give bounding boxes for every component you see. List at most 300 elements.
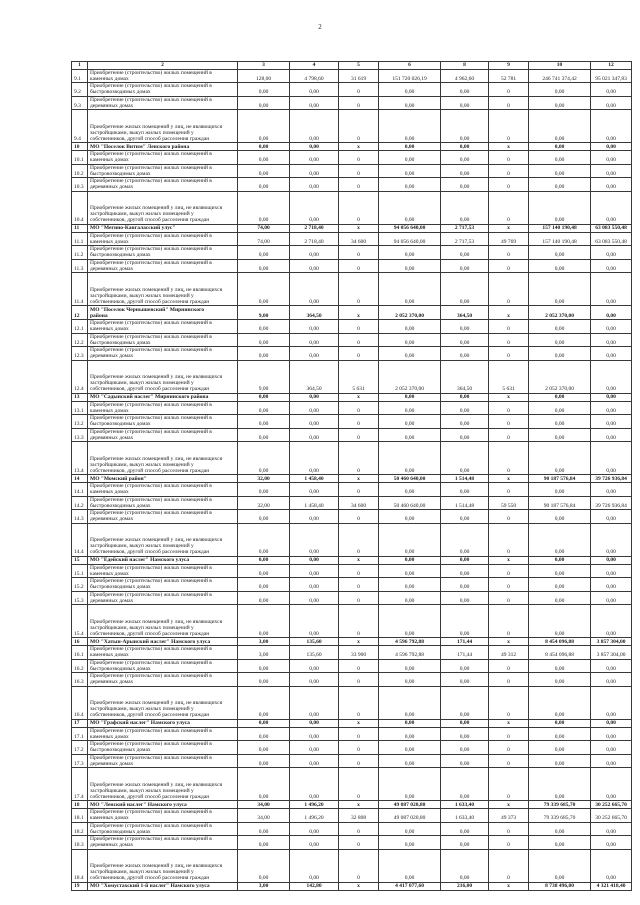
- description-cell: [88, 836, 238, 850]
- row-number-cell: 10.1: [72, 151, 88, 165]
- value-cell: 0,00: [290, 719, 339, 727]
- description-cell: [88, 143, 238, 151]
- value-cell: 0,00: [591, 428, 632, 442]
- value-cell: 0,00: [441, 143, 489, 151]
- value-cell: 0,00: [441, 442, 489, 475]
- value-cell: 0,00: [238, 659, 290, 673]
- value-cell: 0,00: [290, 178, 339, 192]
- row-number-cell: 18.1: [72, 809, 88, 823]
- value-cell: 0,00: [591, 246, 632, 260]
- value-cell: 0,00: [441, 754, 489, 768]
- value-cell: 0,00: [529, 110, 591, 143]
- table-row: [72, 151, 632, 165]
- table-row: [72, 605, 632, 638]
- description-line: деревянных домах: [90, 184, 134, 190]
- row-number-cell: 9.3: [72, 96, 88, 110]
- value-cell: 0,00: [441, 96, 489, 110]
- row-number-cell: 17.1: [72, 727, 88, 741]
- row-number-cell: 14.2: [72, 496, 88, 510]
- value-cell: 0,00: [238, 401, 290, 415]
- value-cell: 0: [339, 415, 379, 429]
- description-line: каменных домах: [90, 815, 129, 821]
- value-cell: 0,00: [529, 246, 591, 260]
- value-cell: 5 631: [489, 360, 529, 393]
- value-cell: 0,00: [379, 96, 441, 110]
- value-cell: 0,00: [238, 673, 290, 687]
- description-cell: [88, 822, 238, 836]
- value-cell: 0,00: [379, 483, 441, 497]
- value-cell: 0,00: [529, 836, 591, 850]
- value-cell: 2 052 370,00: [379, 360, 441, 393]
- table-row: [72, 360, 632, 393]
- value-cell: 0,00: [290, 754, 339, 768]
- value-cell: 0: [339, 510, 379, 524]
- value-cell: 0,00: [379, 659, 441, 673]
- table-row: [72, 822, 632, 836]
- value-cell: 0,00: [529, 556, 591, 564]
- value-cell: 0,00: [591, 259, 632, 273]
- value-cell: 0: [339, 442, 379, 475]
- value-cell: 0,00: [238, 836, 290, 850]
- value-cell: 32 808: [339, 809, 379, 823]
- value-cell: 0,00: [238, 564, 290, 578]
- description-line: деревянных домах: [90, 434, 134, 441]
- value-cell: x: [339, 882, 379, 890]
- row-number-cell: 14.3: [72, 510, 88, 524]
- row-number-cell: 16.1: [72, 646, 88, 660]
- description-line: Приобретение (строительство) жилых помещений в: [90, 96, 212, 103]
- value-cell: 0: [339, 333, 379, 347]
- value-cell: 0,00: [591, 741, 632, 755]
- value-cell: 30 252 665,70: [591, 801, 632, 809]
- value-cell: 0,00: [441, 556, 489, 564]
- description-line: Приобретение жилых помещений у лиц, не являющихся: [90, 123, 223, 130]
- description-line: деревянных домах: [90, 842, 134, 848]
- row-number-cell: 11.3: [72, 259, 88, 273]
- table-row: [72, 393, 632, 401]
- table-body: [72, 69, 632, 890]
- row-number-cell: 11: [72, 224, 88, 232]
- table-row: [72, 347, 632, 361]
- value-cell: 0,00: [379, 191, 441, 224]
- value-cell: 0,00: [441, 151, 489, 165]
- row-number-cell: 17.3: [72, 754, 88, 768]
- description-line: собственников, другой способ расселения граждан: [90, 217, 210, 223]
- description-cell: [88, 727, 238, 741]
- description-line: быстровозводимых домах: [90, 339, 151, 346]
- value-cell: 0,00: [441, 849, 489, 882]
- value-cell: 0: [489, 564, 529, 578]
- description-line: Приобретение (строительство) жилых помещений в: [90, 164, 212, 171]
- value-cell: 0,00: [441, 164, 489, 178]
- value-cell: 0: [339, 849, 379, 882]
- value-cell: 0,00: [290, 246, 339, 260]
- description-line: Приобретение (строительство) жилых помещений в: [90, 320, 212, 326]
- value-cell: 0,00: [379, 393, 441, 401]
- row-number-cell: 14.1: [72, 483, 88, 497]
- description-cell: [88, 605, 238, 638]
- value-cell: 0,00: [441, 578, 489, 592]
- value-cell: 0,00: [591, 151, 632, 165]
- value-cell: 0: [489, 754, 529, 768]
- description-line: деревянных домах: [90, 102, 134, 109]
- value-cell: 0,00: [379, 83, 441, 97]
- table-row: [72, 638, 632, 646]
- description-line: быстровозводимых домах: [90, 170, 151, 177]
- value-cell: 0,00: [441, 719, 489, 727]
- value-cell: 0,00: [441, 83, 489, 97]
- value-cell: 0,00: [290, 673, 339, 687]
- value-cell: x: [489, 556, 529, 564]
- value-cell: 0,00: [441, 836, 489, 850]
- value-cell: 0,00: [529, 768, 591, 801]
- value-cell: 0,00: [441, 246, 489, 260]
- description-cell: [88, 259, 238, 273]
- table-row: [72, 836, 632, 850]
- value-cell: 216,00: [441, 882, 489, 890]
- table-row: [72, 496, 632, 510]
- description-line: Приобретение (строительство) жилых помещений в: [90, 809, 212, 815]
- value-cell: 0,00: [441, 727, 489, 741]
- description-cell: [88, 96, 238, 110]
- description-cell: [88, 360, 238, 393]
- value-cell: 0,00: [529, 320, 591, 334]
- description-line: Приобретение жилых помещений у лиц, не являющихся: [90, 863, 223, 869]
- value-cell: x: [489, 475, 529, 483]
- value-cell: 0: [339, 564, 379, 578]
- value-cell: 0: [489, 686, 529, 719]
- value-cell: x: [489, 224, 529, 232]
- value-cell: 0,00: [441, 659, 489, 673]
- description-cell: [88, 347, 238, 361]
- table-row: [72, 96, 632, 110]
- description-line: Приобретение (строительство) жилых помещений в: [90, 510, 212, 516]
- value-cell: 0: [489, 320, 529, 334]
- value-cell: 0,00: [290, 836, 339, 850]
- description-cell: [88, 442, 238, 475]
- value-cell: 0,00: [290, 564, 339, 578]
- description-line: Приобретение (строительство) жилых помещений в: [90, 347, 212, 353]
- description-line: Приобретение (строительство) жилых помещений в: [90, 333, 212, 340]
- description-cell: [88, 754, 238, 768]
- table-row: [72, 401, 632, 415]
- description-line: Приобретение жилых помещений у лиц, не являющихся: [90, 374, 223, 380]
- value-cell: 0,00: [441, 415, 489, 429]
- description-line: МО "Момский район": [90, 475, 147, 482]
- description-cell: [88, 110, 238, 143]
- table-row: [72, 801, 632, 809]
- row-number-cell: 13: [72, 393, 88, 401]
- value-cell: 0: [339, 83, 379, 97]
- value-cell: 0,00: [290, 110, 339, 143]
- value-cell: 0,00: [238, 510, 290, 524]
- value-cell: 0,00: [441, 564, 489, 578]
- description-line: Приобретение (строительство) жилых помещений в: [90, 69, 212, 76]
- value-cell: 0,00: [379, 178, 441, 192]
- value-cell: 0,00: [529, 849, 591, 882]
- table-row: [72, 768, 632, 801]
- value-cell: 0,00: [379, 719, 441, 727]
- description-cell: [88, 191, 238, 224]
- description-line: каменных домах: [90, 75, 129, 82]
- value-cell: 0: [489, 768, 529, 801]
- value-cell: 0: [489, 333, 529, 347]
- value-cell: 0: [339, 347, 379, 361]
- table-row: [72, 591, 632, 605]
- value-cell: 0,00: [529, 151, 591, 165]
- description-cell: [88, 415, 238, 429]
- value-cell: 0,00: [529, 401, 591, 415]
- value-cell: 5 631: [339, 360, 379, 393]
- description-line: собственников, другой способ расселения граждан: [90, 630, 210, 637]
- row-number-cell: 15.1: [72, 564, 88, 578]
- value-cell: 0,00: [591, 483, 632, 497]
- description-line: застройщиками, выкуп жилых помещений у: [90, 787, 194, 794]
- value-cell: 0,00: [290, 428, 339, 442]
- value-cell: 0: [339, 178, 379, 192]
- value-cell: 0,00: [238, 246, 290, 260]
- value-cell: 0,00: [290, 686, 339, 719]
- value-cell: 0,00: [238, 605, 290, 638]
- description-line: Приобретение жилых помещений у лиц, не являющихся: [90, 700, 223, 706]
- value-cell: 0,00: [441, 393, 489, 401]
- row-number-cell: 13.4: [72, 442, 88, 475]
- value-cell: 0,00: [529, 415, 591, 429]
- value-cell: 0,00: [441, 605, 489, 638]
- value-cell: 32,00: [238, 475, 290, 483]
- value-cell: 0: [489, 151, 529, 165]
- value-cell: 0: [489, 605, 529, 638]
- value-cell: 171,44: [441, 638, 489, 646]
- description-cell: [88, 333, 238, 347]
- value-cell: 0,00: [379, 556, 441, 564]
- value-cell: 0: [339, 591, 379, 605]
- description-cell: [88, 659, 238, 673]
- row-number-cell: 10.3: [72, 178, 88, 192]
- value-cell: 0,00: [529, 96, 591, 110]
- description-cell: [88, 673, 238, 687]
- description-cell: [88, 178, 238, 192]
- value-cell: 0,00: [591, 393, 632, 401]
- value-cell: 364,50: [441, 360, 489, 393]
- description-cell: [88, 69, 238, 83]
- description-line: собственников, другой способ расселения граждан: [90, 467, 210, 474]
- description-line: быстровозводимых домах: [90, 747, 151, 753]
- description-cell: [88, 591, 238, 605]
- value-cell: 0,00: [379, 428, 441, 442]
- description-line: Приобретение жилых помещений у лиц, не являющихся: [90, 537, 223, 543]
- table-row: [72, 415, 632, 429]
- value-cell: 0,00: [379, 320, 441, 334]
- value-cell: 0,00: [441, 673, 489, 687]
- value-cell: 0,00: [529, 178, 591, 192]
- row-number-cell: 13.2: [72, 415, 88, 429]
- value-cell: 0,00: [591, 849, 632, 882]
- description-line: Приобретение (строительство) жилых помещений в: [90, 232, 212, 239]
- description-line: каменных домах: [90, 326, 129, 332]
- column-header: 1: [72, 62, 88, 70]
- value-cell: 0,00: [379, 110, 441, 143]
- value-cell: 0: [489, 428, 529, 442]
- description-line: Приобретение жилых помещений у лиц, не являющихся: [90, 286, 223, 293]
- value-cell: 157 140 190,48: [529, 224, 591, 232]
- value-cell: 0,00: [529, 347, 591, 361]
- description-line: быстровозводимых домах: [90, 828, 151, 835]
- description-cell: [88, 686, 238, 719]
- value-cell: 0,00: [238, 428, 290, 442]
- value-cell: 0,00: [441, 333, 489, 347]
- description-line: застройщиками, выкуп жилых помещений у: [90, 624, 194, 631]
- row-number-cell: 11.2: [72, 246, 88, 260]
- value-cell: 0,00: [529, 754, 591, 768]
- value-cell: 0,00: [379, 754, 441, 768]
- description-cell: [88, 638, 238, 646]
- value-cell: 0,00: [290, 849, 339, 882]
- value-cell: 0,00: [591, 360, 632, 393]
- value-cell: 1 633,40: [441, 801, 489, 809]
- description-cell: [88, 523, 238, 556]
- row-number-cell: 14.4: [72, 523, 88, 556]
- value-cell: 0,00: [591, 523, 632, 556]
- value-cell: 79 339 685,70: [529, 809, 591, 823]
- column-header: 8: [441, 62, 489, 70]
- table-row: [72, 69, 632, 83]
- row-number-cell: 18.2: [72, 822, 88, 836]
- value-cell: 0: [339, 659, 379, 673]
- value-cell: 0: [489, 110, 529, 143]
- value-cell: 0,00: [290, 333, 339, 347]
- value-cell: 0: [339, 110, 379, 143]
- value-cell: 0,00: [591, 273, 632, 306]
- value-cell: 0: [339, 578, 379, 592]
- description-cell: [88, 246, 238, 260]
- description-line: застройщиками, выкуп жилых помещений у: [90, 380, 194, 386]
- column-header: 10: [529, 62, 591, 70]
- value-cell: 0,00: [290, 659, 339, 673]
- row-number-cell: 18.3: [72, 836, 88, 850]
- value-cell: 0,00: [591, 83, 632, 97]
- value-cell: 0,00: [238, 393, 290, 401]
- value-cell: 0,00: [529, 564, 591, 578]
- value-cell: 0,00: [379, 591, 441, 605]
- value-cell: 0: [489, 822, 529, 836]
- description-line: Приобретение (строительство) жилых помещений в: [90, 754, 212, 761]
- table-row: [72, 110, 632, 143]
- value-cell: 0,00: [290, 151, 339, 165]
- value-cell: 0,00: [290, 83, 339, 97]
- description-cell: [88, 232, 238, 246]
- value-cell: 0: [339, 96, 379, 110]
- description-cell: [88, 401, 238, 415]
- row-number-cell: 12.1: [72, 320, 88, 334]
- value-cell: 0: [339, 151, 379, 165]
- value-cell: 3,00: [238, 638, 290, 646]
- value-cell: 0,00: [238, 415, 290, 429]
- description-line: Приобретение (строительство) жилых помещений в: [90, 415, 212, 421]
- value-cell: 0,00: [591, 178, 632, 192]
- row-number-cell: 12: [72, 306, 88, 320]
- value-cell: 0,00: [529, 578, 591, 592]
- value-cell: 0,00: [238, 849, 290, 882]
- value-cell: 0,00: [238, 727, 290, 741]
- description-line: застройщиками, выкуп жилых помещений у: [90, 292, 194, 299]
- value-cell: 246 741 374,42: [529, 69, 591, 83]
- row-number-cell: 9.4: [72, 110, 88, 143]
- value-cell: 0,00: [529, 523, 591, 556]
- value-cell: 0,00: [379, 836, 441, 850]
- description-line: собственников, другой способ расселения граждан: [90, 298, 210, 305]
- value-cell: 8 454 096,88: [529, 646, 591, 660]
- value-cell: 0,00: [441, 483, 489, 497]
- value-cell: 0: [489, 246, 529, 260]
- value-cell: 0: [339, 741, 379, 755]
- row-number-cell: 11.4: [72, 273, 88, 306]
- value-cell: 0,00: [290, 347, 339, 361]
- value-cell: 0,00: [441, 320, 489, 334]
- value-cell: 0,00: [379, 151, 441, 165]
- value-cell: 0,00: [238, 741, 290, 755]
- table-row: [72, 259, 632, 273]
- value-cell: x: [489, 801, 529, 809]
- value-cell: 0,00: [290, 591, 339, 605]
- description-line: быстровозводимых домах: [90, 665, 151, 672]
- value-cell: 0: [489, 347, 529, 361]
- value-cell: 157 140 190,48: [529, 232, 591, 246]
- description-line: МО "Садынский наслег" Мирнинского района: [90, 394, 209, 400]
- value-cell: 0,00: [441, 178, 489, 192]
- table-row: [72, 646, 632, 660]
- value-cell: 50 460 640,00: [379, 496, 441, 510]
- row-number-cell: 15: [72, 556, 88, 564]
- value-cell: 0,00: [238, 333, 290, 347]
- value-cell: 0: [489, 578, 529, 592]
- description-line: каменных домах: [90, 733, 129, 740]
- value-cell: 34 600: [339, 232, 379, 246]
- value-cell: 0,00: [290, 96, 339, 110]
- description-cell: [88, 224, 238, 232]
- value-cell: 0: [489, 836, 529, 850]
- value-cell: 0,00: [441, 523, 489, 556]
- value-cell: 0,00: [529, 510, 591, 524]
- value-cell: 0: [489, 415, 529, 429]
- description-line: МО "Ленский наслег" Намского улуса: [90, 801, 187, 808]
- description-cell: [88, 83, 238, 97]
- column-header: 4: [290, 62, 339, 70]
- value-cell: 0,00: [591, 96, 632, 110]
- value-cell: 0: [339, 686, 379, 719]
- value-cell: 0,00: [591, 719, 632, 727]
- value-cell: 0,00: [591, 333, 632, 347]
- table-row: [72, 510, 632, 524]
- value-cell: 0,00: [529, 191, 591, 224]
- description-line: собственников, другой способ расселения граждан: [90, 712, 210, 718]
- value-cell: 0,00: [290, 822, 339, 836]
- row-number-cell: 19: [72, 882, 88, 890]
- value-cell: 0,00: [441, 347, 489, 361]
- value-cell: 1 458,40: [290, 475, 339, 483]
- value-cell: 2 052 370,00: [379, 306, 441, 320]
- value-cell: 0,00: [290, 605, 339, 638]
- description-cell: [88, 849, 238, 882]
- table-row: [72, 564, 632, 578]
- value-cell: 0,00: [379, 347, 441, 361]
- value-cell: 0: [339, 605, 379, 638]
- description-cell: [88, 556, 238, 564]
- value-cell: 0,00: [441, 741, 489, 755]
- row-number-cell: 11.1: [72, 232, 88, 246]
- value-cell: 4 962,60: [441, 69, 489, 83]
- table-row: [72, 428, 632, 442]
